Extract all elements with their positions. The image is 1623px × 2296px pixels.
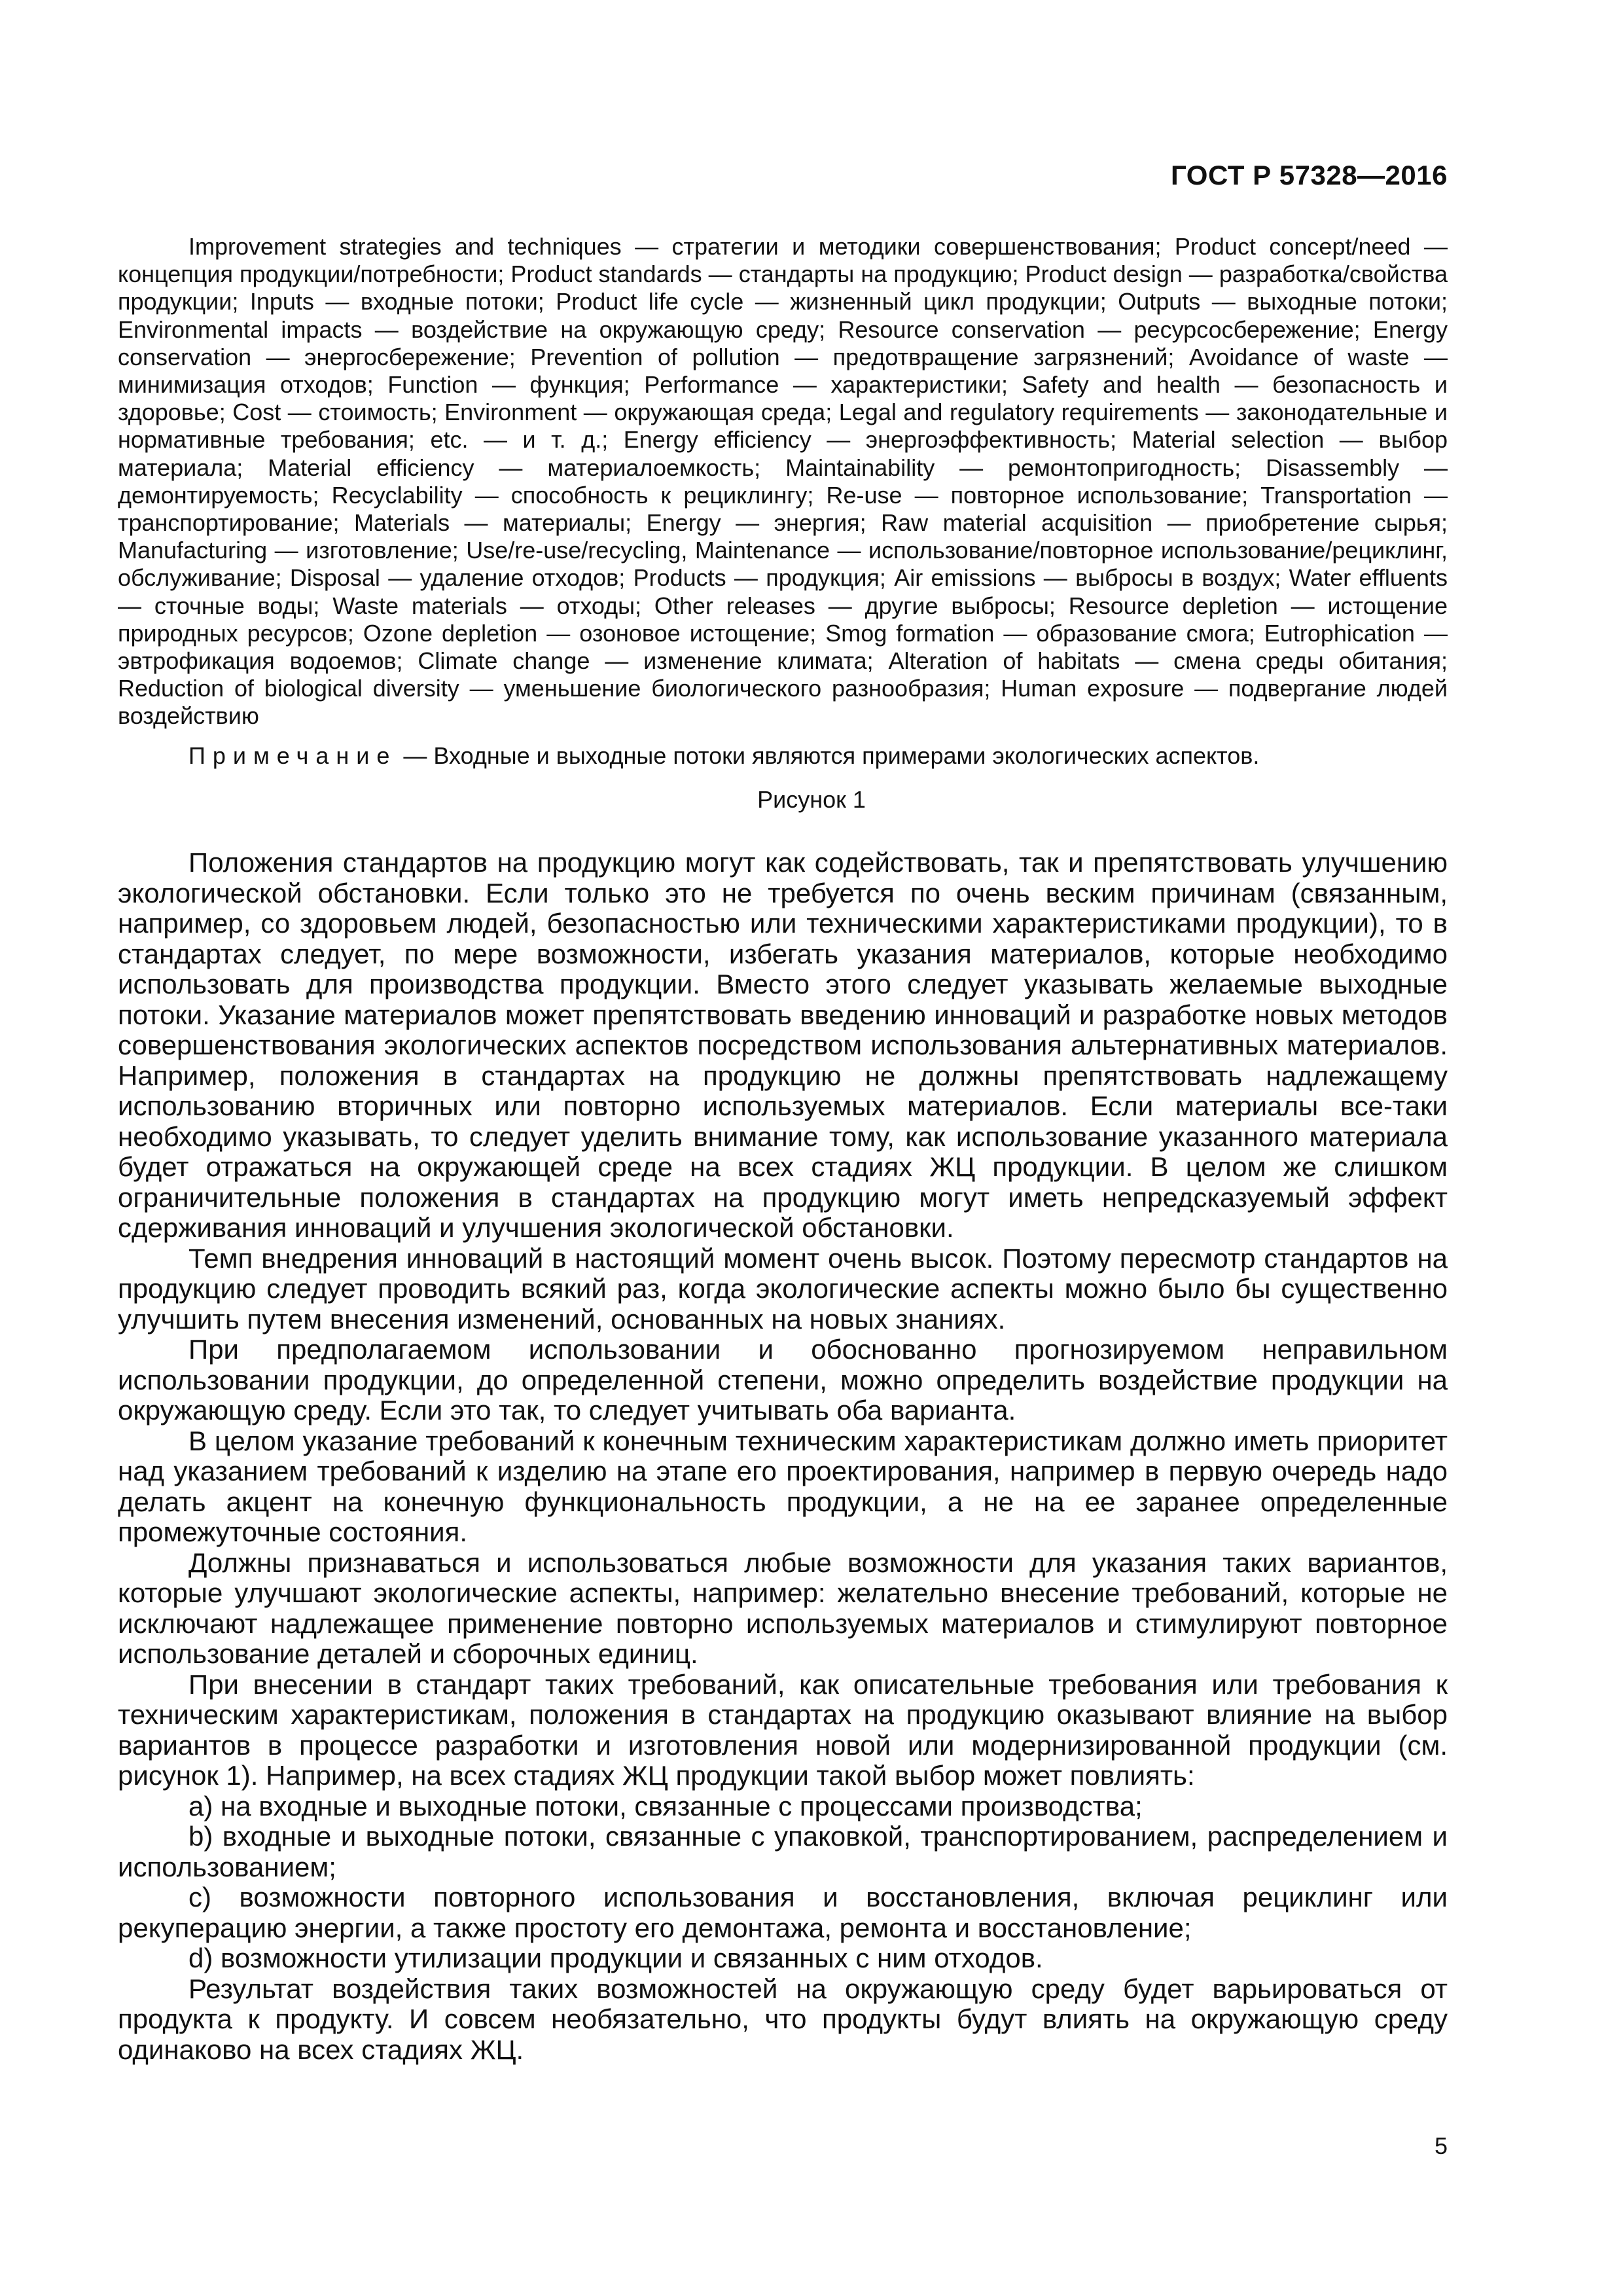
standard-code-header: ГОСТ Р 57328—2016 <box>1171 160 1448 190</box>
figure-note <box>188 742 1432 770</box>
note-text: — Входные и выходные потоки являются примерами экологических аспектов. <box>397 742 1260 769</box>
paragraph: При предполагаемом использовании и обоснованно прогнозируемом неправильном использовании продукции, до определенной степени, можно определить воздействие продукции на окружающую среду. Если это так, то следует учитывать оба варианта. <box>118 1334 1448 1426</box>
figure-caption: Рисунок 1 <box>757 786 866 813</box>
paragraph: При внесении в стандарт таких требований, как описательные требования или требования к техническим характеристикам, положения в стандартах на продукцию оказывают влияние на выбор вариантов в процессе разработки и изготовления новой или модернизированной продукции (см. рисунок 1). Например, на всех стадиях ЖЦ продукции такой выбор может повлиять: <box>118 1668 1448 1791</box>
list-item: c) возможности повторного использования и восстановления, включая рециклинг или рекуперацию энергии, а также простоту его демонтажа, ремонта и восстановление; <box>118 1882 1448 1943</box>
figure-legend: Improvement strategies and techniques — стратегии и методики совершенствования; Product concept/need — концепция продукции/потребности; Product standards — стандарты на продукцию; Product design — разработка/свойства продукции; Inputs — входные потоки; Product life cycle — жизненный цикл продукции; Outputs — выходные потоки; Environmental impacts — воздействие на окружающую среду; Resource conservation — ресурсосбережение; Energy conservation — энергосбережение; Prevention of pollution — предотвращение загрязнений; Avoidance of waste — минимизация отходов; Function — функция; Performance — характеристики; Safety and health — безопасность и здоровье; Cost — стоимость; Environment — окружающая среда; Legal and regulatory requirements — законодательные и нормативные требования; etc. — и т. д.; Energy efficiency — энергоэффективность; Material selection — выбор материала; Material efficiency — материалоемкость; Maintainability — ремонтопригодность; Disassembly — демонтируемость; Recyclability — способность к рециклингу; Re-use — повторное использование; Transportation — транспортирование; Materials — материалы; Energy — энергия; Raw material acquisition — приобретение сырья; Manufacturing — изготовление; Use/re-use/recycling, Maintenance — использование/повторное использование/рециклинг, обслуживание; Disposal — удаление отходов; Products — продукция; Air emissions — выбросы в воздух; Water effluents — сточные воды; Waste materials — отходы; Other releases — другие выбросы; Resource depletion — истощение природных ресурсов; Ozone depletion — озоновое истощение; Smog formation — образование смога; Eutrophication — эвтрофикация водоемов; Climate change — изменение климата; Alteration of habitats — смена среды обитания; Reduction of biological diversity — уменьшение биологического разнообразия; Human exposure — подвергание людей воздействию <box>118 233 1448 730</box>
paragraph: В целом указание требований к конечным техническим характеристикам должно иметь приоритет над указанием требований к изделию на этапе его проектирования, например в первую очередь надо делать акцент на конечную функциональность продукции, а не на ее заранее определенные промежуточные состояния. <box>118 1425 1448 1547</box>
paragraph: Результат воздействия таких возможностей на окружающую среду будет варьироваться от продукта к продукту. И совсем необязательно, что продукты будут влиять на окружающую среду одинаково на всех стадиях ЖЦ. <box>118 1973 1448 2065</box>
body-text <box>118 848 1448 2065</box>
page-number: 5 <box>1434 2132 1448 2159</box>
paragraph: Должны признаваться и использоваться любые возможности для указания таких вариантов, которые улучшают экологические аспекты, например: желательно внесение требований, которые не исключают надлежащее применение повторно используемых материалов и стимулируют повторное использование деталей и сборочных единиц. <box>118 1547 1448 1669</box>
note-label: Примечание <box>188 742 397 769</box>
paragraph: Положения стандартов на продукцию могут как содействовать, так и препятствовать улучшению экологической обстановки. Если только это не требуется по очень веским причинам (связанным, например, со здоровьем людей, безопасностью или техническими характеристиками продукции), то в стандартах следует, по мере возможности, избегать указания материалов, которые необходимо использовать для производства продукции. Вместо этого следует указывать желаемые выходные потоки. Указание материалов может препятствовать введению инноваций и разработке новых методов совершенствования экологических аспектов посредством использования альтернативных материалов. Например, положения в стандартах на продукцию не должны препятствовать надлежащему использованию вторичных или повторно используемых материалов. Если материалы все-таки необходимо указывать, то следует уделить внимание тому, как использование указанного материала будет отражаться на окружающей среде на всех стадиях ЖЦ продукции. В целом же слишком ограничительные положения в стандартах на продукцию могут иметь непредсказуемый эффект сдерживания инноваций и улучшения экологической обстановки. <box>118 847 1448 1243</box>
list-item: b) входные и выходные потоки, связанные с упаковкой, транспортированием, распределением и использованием; <box>118 1821 1448 1882</box>
paragraph: Темп внедрения инноваций в настоящий момент очень высок. Поэтому пересмотр стандартов на продукцию следует проводить всякий раз, когда экологические аспекты можно было бы существенно улучшить путем внесения изменений, основанных на новых знаниях. <box>118 1242 1448 1335</box>
list-item: a) на входные и выходные потоки, связанные с процессами производства; <box>188 1790 1143 1821</box>
list-item: d) возможности утилизации продукции и связанных с ним отходов. <box>188 1943 1043 1973</box>
